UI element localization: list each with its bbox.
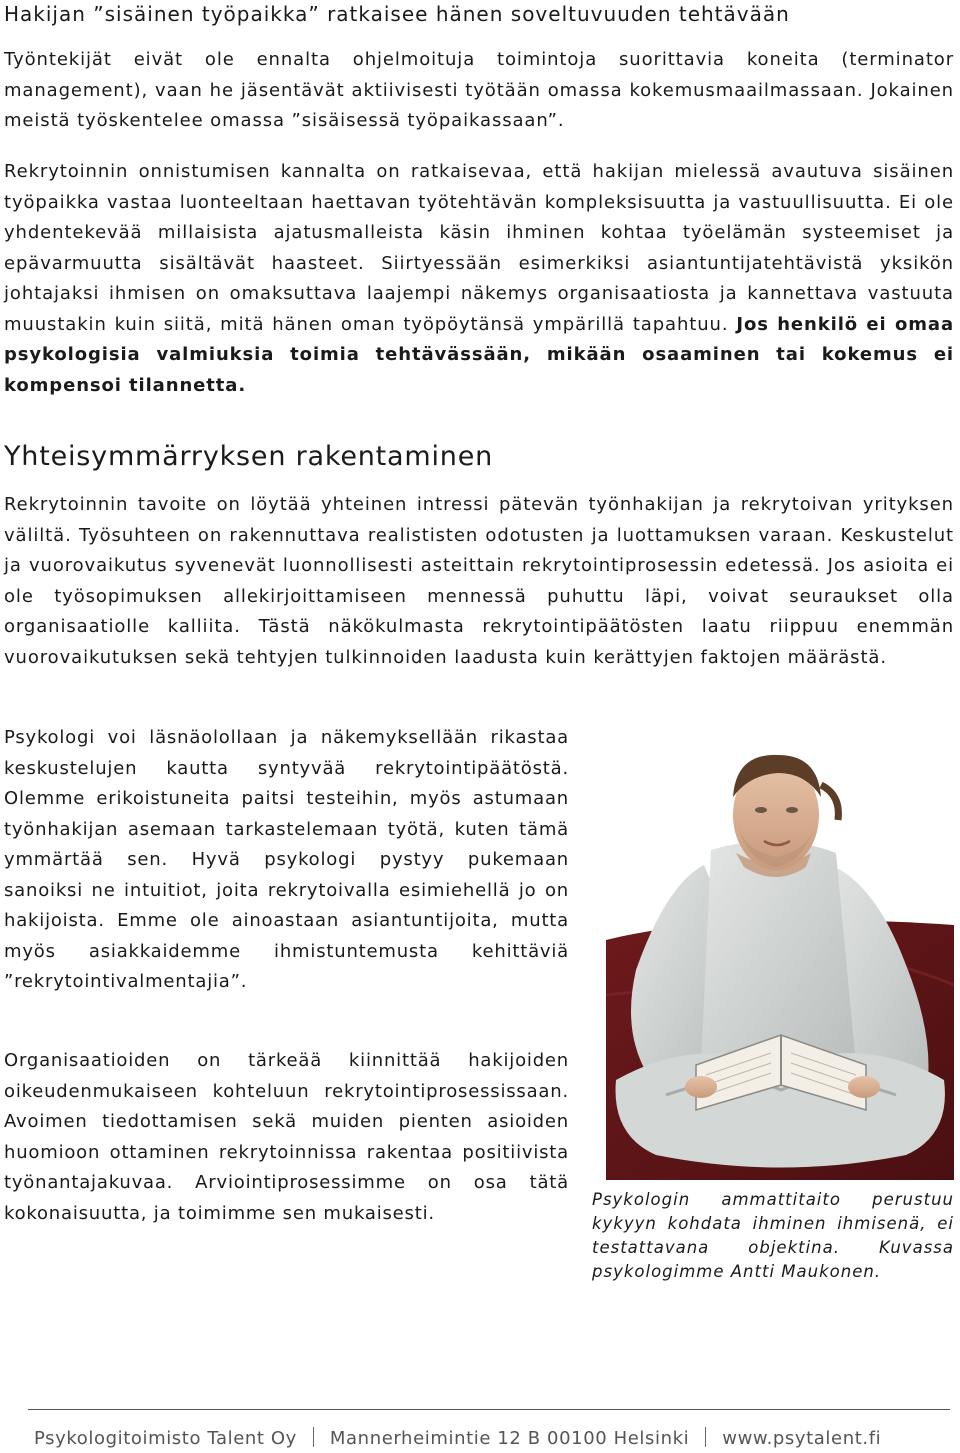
footer-separator [313, 1427, 314, 1447]
paragraph-text: Rekrytoinnin onnistumisen kannalta on ratkaisevaa, että hakijan mielessä avautuva sisäinen työpaikka vastaa luonteeltaan haettavan työtehtävän kompleksisuutta ja vastuullisuutta. Ei ole yhdentekevää millaisista ajatusmalleista käsin ihminen kohtaa työelämän systeemiset ja epävarmuutta sisältävät haasteet. Siirtyessään esimerkiksi asiantuntijatehtävistä yksikön johtajaksi ihmisen on omaksuttava laajempi näkemys organisaatiosta ja kannettava vastuuta muustakin kuin siitä, mitä hänen oman työpöytänsä ympärillä tapahtuu. [4, 161, 954, 335]
photo-psychologist [606, 735, 954, 1180]
paragraph-psychologist-role: Psykologi voi läsnäolollaan ja näkemyksellään rikastaa keskustelujen kautta syntyvää rekrytointipäätöstä. Olemme erikoistuneita paitsi testeihin, myös astumaan työnhakijan asemaan tarkastelemaan työtä, kuten tämä ymmärtää sen. Hyvä psykologi pystyy pukemaan sanoiksi ne intuitiot, joita rekrytoivalla esimiehellä jo on hakijoista. Emme ole ainoastaan asiantuntijoita, mutta myös asiakkaidemme ihmistuntemusta kehittäviä ”rekrytointivalmentajia”. [4, 727, 569, 992]
paragraph-recruitment-success [4, 157, 954, 401]
footer [34, 1426, 950, 1452]
footer-address: Mannerheimintie 12 B 00100 Helsinki [329, 1428, 690, 1449]
section-heading-mutual-understanding: Yhteisymmärryksen rakentaminen [4, 441, 494, 472]
footer-divider [28, 1409, 950, 1410]
paragraph-workers-inner-workplace: Työntekijät eivät ole ennalta ohjelmoituja toimintoja suorittavia koneita (terminator management), vaan he jäsentävät aktiivisesti työtään omassa kokemusmaailmassaan. Jokainen meistä työskentelee omassa ”sisäisessä työpaikassaan”. [4, 49, 954, 131]
footer-company: Psykologitoimisto Talent Oy [34, 1428, 297, 1449]
paragraph-fair-treatment: Organisaatioiden on tärkeää kiinnittää hakijoiden oikeudenmukaiseen kohteluun rekrytointiprosessissaan. Avoimen tiedottamisen sekä muiden pienten asioiden huomioon ottaminen rekrytoinnissa rakentaa positiivista työnantajakuvaa. Arviointiprosessimme on osa tätä kokonaisuutta, ja toimimme sen mukaisesti. [4, 1050, 569, 1224]
section-heading-inner-workplace: Hakijan ”sisäinen työpaikka” ratkaisee hänen soveltuvuuden tehtävään [4, 2, 790, 26]
footer-separator [705, 1427, 706, 1447]
footer-website-link[interactable]: www.psytalent.fi [722, 1428, 882, 1449]
photo-caption: Psykologin ammattitaito perustuu kykyyn kohdata ihminen ihmisenä, ei testattavana objektina. Kuvassa psykologimme Antti Maukonen. [592, 1190, 954, 1281]
photo-illustration [606, 735, 954, 1180]
paragraph-recruitment-goal: Rekrytoinnin tavoite on löytää yhteinen intressi pätevän työnhakijan ja rekrytoivan yrityksen väliltä. Työsuhteen on rakennuttava realististen odotusten ja luottamuksen varaan. Keskustelut ja vuorovaikutus syvenevät luonnollisesti asteittain rekrytointiprosessin edetessä. Jos asioita ei ole työsopimuksen allekirjoittamiseen mennessä puhuttu läpi, voivat seuraukset olla organisaatiolle kalliita. Tästä näkökulmasta rekrytointipäätösten laatu riippuu enemmän vuorovaikutuksen sekä tehtyjen tulkinnoiden laadusta kuin kerättyjen faktojen määrästä. [4, 494, 954, 668]
bold-emphasis-text: Jos henkilö ei omaa psykologisia valmiuksia toimia tehtävässään, mikään osaaminen tai kokemus ei kompensoi tilannetta. [4, 313, 955, 396]
